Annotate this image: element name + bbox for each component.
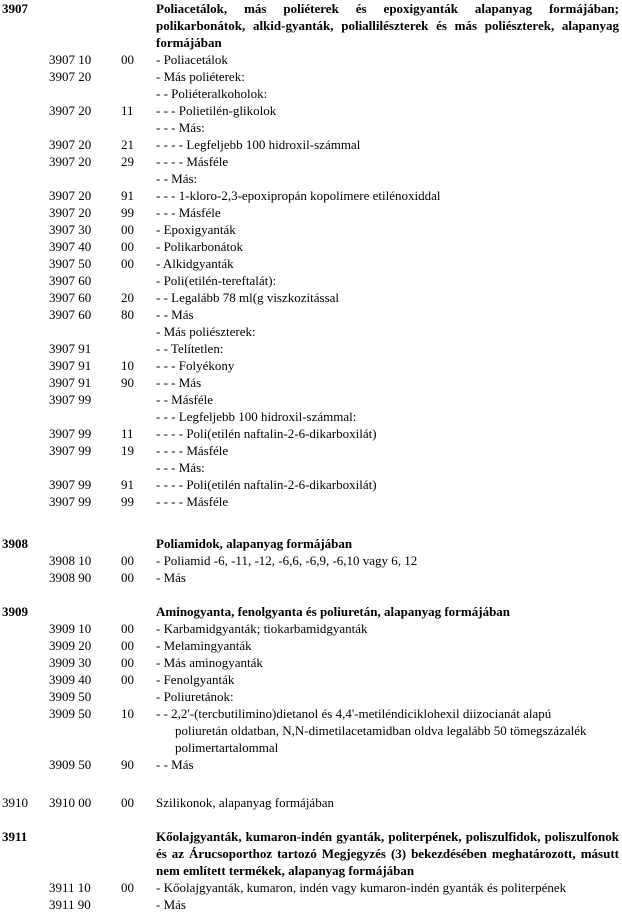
heading-title: Poliacetálok, más poliéterek és epoxigyanták alapanyag formájában; polikarbonátok, alkid-gyanták, poliallilészterek és más poliészterek, alapanyag formájában bbox=[156, 1, 619, 50]
cn-code: 3909 20 bbox=[49, 638, 92, 653]
description: - - - - Poli(etilén naftalin-2-6-dikarboxilát) bbox=[156, 477, 377, 492]
description: - Más aminogyanták bbox=[156, 655, 263, 670]
tariff-row bbox=[0, 136, 622, 153]
cn-code: 3907 99 bbox=[49, 392, 92, 407]
heading-3910 bbox=[0, 794, 622, 811]
description: - - - 1-kloro-2,3-epoxipropán kopolimere etilénoxiddal bbox=[156, 188, 441, 203]
description: - - Másféle bbox=[156, 392, 214, 407]
tariff-row bbox=[0, 340, 622, 357]
tariff-row bbox=[0, 238, 622, 255]
sub-code: 29 bbox=[121, 154, 134, 169]
tariff-row bbox=[0, 408, 622, 425]
description: - - - - Poli(etilén naftalin-2-6-dikarboxilát) bbox=[156, 426, 377, 441]
cn-code: 3907 40 bbox=[49, 239, 92, 254]
cn-code: 3907 99 bbox=[49, 477, 92, 492]
sub-code: 20 bbox=[121, 290, 134, 305]
sub-code: 00 bbox=[121, 52, 134, 67]
description: - Kőolajgyanták, kumaron, indén vagy kumaron-indén gyanták és politerpének bbox=[156, 880, 567, 895]
tariff-row bbox=[0, 187, 622, 204]
heading-title: Szilikonok, alapanyag formájában bbox=[156, 795, 334, 810]
description: - Poliuretánok: bbox=[156, 689, 234, 704]
tariff-row bbox=[0, 879, 622, 896]
cn-code: 3907 99 bbox=[49, 426, 92, 441]
tariff-row bbox=[0, 459, 622, 476]
tariff-row bbox=[0, 688, 622, 705]
description: - Fenolgyanták bbox=[156, 672, 235, 687]
cn-code: 3907 99 bbox=[49, 443, 92, 458]
cn-code: 3907 10 bbox=[49, 52, 92, 67]
description: - Melamingyanták bbox=[156, 638, 252, 653]
cn-code: 3907 20 bbox=[49, 137, 92, 152]
sub-code: 00 bbox=[121, 672, 134, 687]
tariff-row bbox=[0, 620, 622, 637]
cn-code: 3907 20 bbox=[49, 69, 92, 84]
sub-code: 00 bbox=[121, 222, 134, 237]
description: - - 2,2'-(tercbutilimino)dietanol és 4,4'-metiléndiciklohexil diizocianát alapú bbox=[156, 706, 552, 721]
tariff-row bbox=[0, 119, 622, 136]
tariff-row bbox=[0, 323, 622, 340]
cn-code: 3907 91 bbox=[49, 375, 92, 390]
cn-code: 3907 60 bbox=[49, 290, 92, 305]
cn-code: 3911 90 bbox=[49, 897, 91, 912]
description: - - Poliéteralkoholok: bbox=[156, 86, 268, 101]
cn-code: 3909 50 bbox=[49, 689, 92, 704]
cn-code: 3907 20 bbox=[49, 154, 92, 169]
cn-code: 3907 20 bbox=[49, 188, 92, 203]
sub-code: 00 bbox=[121, 655, 134, 670]
sub-code: 00 bbox=[121, 638, 134, 653]
heading-3911 bbox=[0, 828, 622, 879]
heading-number: 3907 bbox=[2, 1, 28, 16]
description: - - Telítetlen: bbox=[156, 341, 224, 356]
description: - - - Más: bbox=[156, 120, 205, 135]
tariff-row bbox=[0, 552, 622, 569]
heading-number: 3909 bbox=[2, 604, 28, 619]
cn-code: 3909 30 bbox=[49, 655, 92, 670]
cn-code: 3908 10 bbox=[49, 553, 92, 568]
description: - Alkidgyanták bbox=[156, 256, 234, 271]
cn-code: 3909 10 bbox=[49, 621, 92, 636]
description: - Más bbox=[156, 570, 186, 585]
description: - Más poliéterek: bbox=[156, 69, 245, 84]
sub-code: 10 bbox=[121, 706, 134, 721]
cn-code: 3910 00 bbox=[49, 795, 92, 810]
sub-code: 10 bbox=[121, 358, 134, 373]
tariff-row bbox=[0, 637, 622, 654]
description: - Poli(etilén-tereftalát): bbox=[156, 273, 277, 288]
description: - - - - Másféle bbox=[156, 443, 229, 458]
tariff-row bbox=[0, 569, 622, 586]
sub-code: 90 bbox=[121, 375, 134, 390]
tariff-row bbox=[0, 255, 622, 272]
heading-number: 3908 bbox=[2, 536, 28, 551]
description: - - - Más bbox=[156, 375, 202, 390]
tariff-row bbox=[0, 671, 622, 688]
cn-code: 3907 99 bbox=[49, 494, 92, 509]
heading-number: 3910 bbox=[2, 795, 28, 810]
description: - Más poliészterek: bbox=[156, 324, 256, 339]
tariff-row bbox=[0, 221, 622, 238]
cn-code: 3907 50 bbox=[49, 256, 92, 271]
sub-code: 99 bbox=[121, 205, 134, 220]
sub-code: 21 bbox=[121, 137, 134, 152]
cn-code: 3907 20 bbox=[49, 103, 92, 118]
tariff-row bbox=[0, 896, 622, 913]
heading-3909 bbox=[0, 603, 622, 620]
tariff-row bbox=[0, 306, 622, 323]
tariff-row bbox=[0, 654, 622, 671]
tariff-row bbox=[0, 493, 622, 510]
description: - Epoxigyanták bbox=[156, 222, 236, 237]
sub-code: 00 bbox=[121, 621, 134, 636]
cn-code: 3907 60 bbox=[49, 273, 92, 288]
cn-code: 3908 90 bbox=[49, 570, 92, 585]
description: - - Más bbox=[156, 757, 194, 772]
sub-code: 00 bbox=[121, 256, 134, 271]
tariff-row bbox=[0, 272, 622, 289]
sub-code: 11 bbox=[121, 426, 134, 441]
heading-number: 3911 bbox=[2, 829, 28, 844]
cn-code: 3909 50 bbox=[49, 757, 92, 772]
cn-code: 3911 10 bbox=[49, 880, 91, 895]
tariff-row bbox=[0, 85, 622, 102]
tariff-row bbox=[0, 102, 622, 119]
description: - - - - Másféle bbox=[156, 494, 229, 509]
tariff-row bbox=[0, 289, 622, 306]
tariff-row bbox=[0, 756, 622, 773]
tariff-row bbox=[0, 51, 622, 68]
cn-code: 3907 91 bbox=[49, 358, 92, 373]
tariff-row bbox=[0, 425, 622, 442]
description: - - - Polietilén-glikolok bbox=[156, 103, 277, 118]
cn-code: 3907 30 bbox=[49, 222, 92, 237]
sub-code: 00 bbox=[121, 239, 134, 254]
tariff-row bbox=[0, 442, 622, 459]
description: - - - - Legfeljebb 100 hidroxil-számmal bbox=[156, 137, 361, 152]
tariff-row bbox=[0, 391, 622, 408]
sub-code: 99 bbox=[121, 494, 134, 509]
tariff-row bbox=[0, 705, 622, 722]
description: - Karbamidgyanták; tiokarbamidgyanták bbox=[156, 621, 368, 636]
tariff-row bbox=[0, 170, 622, 187]
sub-code: 00 bbox=[121, 570, 134, 585]
heading-3907 bbox=[0, 0, 622, 51]
description: - Poliacetálok bbox=[156, 52, 228, 67]
tariff-row bbox=[0, 204, 622, 221]
sub-code: 91 bbox=[121, 188, 134, 203]
tariff-row bbox=[0, 68, 622, 85]
heading-title: Poliamidok, alapanyag formájában bbox=[156, 536, 353, 551]
cn-code: 3907 20 bbox=[49, 205, 92, 220]
description: - Polikarbonátok bbox=[156, 239, 244, 254]
sub-code: 00 bbox=[121, 880, 134, 895]
sub-code: 00 bbox=[121, 553, 134, 568]
description: - - Legalább 78 ml(g viszkozitással bbox=[156, 290, 340, 305]
cn-code: 3909 40 bbox=[49, 672, 92, 687]
heading-title: Aminogyanta, fenolgyanta és poliuretán, alapanyag formájában bbox=[156, 604, 511, 619]
description: - - Más: bbox=[156, 171, 198, 186]
sub-code: 80 bbox=[121, 307, 134, 322]
description-continuation bbox=[0, 722, 622, 756]
description: - - - Folyékony bbox=[156, 358, 235, 373]
sub-code: 11 bbox=[121, 103, 134, 118]
tariff-row bbox=[0, 374, 622, 391]
description: - - - - Másféle bbox=[156, 154, 229, 169]
description: - - - Más: bbox=[156, 460, 205, 475]
description: - - - Másféle bbox=[156, 205, 221, 220]
description: poliuretán oldatban, N,N-dimetilacetamidban oldva legalább 50 tömegszázalék polimertartalommal bbox=[175, 723, 587, 755]
cn-code: 3907 60 bbox=[49, 307, 92, 322]
tariff-row bbox=[0, 357, 622, 374]
description: - - Más bbox=[156, 307, 194, 322]
heading-3908 bbox=[0, 535, 622, 552]
sub-code: 19 bbox=[121, 443, 134, 458]
description: - - - Legfeljebb 100 hidroxil-számmal: bbox=[156, 409, 357, 424]
cn-code: 3909 50 bbox=[49, 706, 92, 721]
description: - Poliamid -6, -11, -12, -6,6, -6,9, -6,10 vagy 6, 12 bbox=[156, 553, 418, 568]
sub-code: 00 bbox=[121, 795, 134, 810]
description: - Más bbox=[156, 897, 186, 912]
sub-code: 91 bbox=[121, 477, 134, 492]
cn-code: 3907 91 bbox=[49, 341, 92, 356]
tariff-row bbox=[0, 476, 622, 493]
tariff-row bbox=[0, 153, 622, 170]
heading-title: Kőolajgyanták, kumaron-indén gyanták, politerpének, poliszulfidok, poliszulfonok és az Árucsoporthoz tartozó Megjegyzés (3) bekezdésében meghatározott, másutt nem említett termékek, alapanyag formájában bbox=[156, 829, 619, 878]
sub-code: 90 bbox=[121, 757, 134, 772]
